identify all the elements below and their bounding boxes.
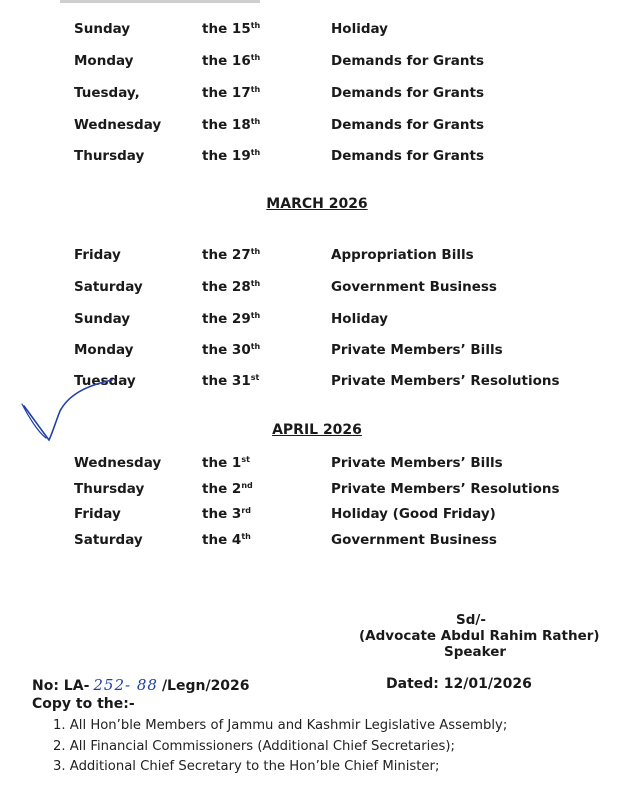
business-cell: Demands for Grants bbox=[331, 85, 485, 101]
reference-suffix: /Legn/2026 bbox=[161, 678, 250, 694]
date-cell: the 17th bbox=[202, 85, 261, 101]
list-item: 1. All Hon’ble Members of Jammu and Kashmir Legislative Assembly; bbox=[53, 718, 508, 733]
month-heading-april: APRIL 2026 bbox=[272, 422, 362, 438]
day-cell: Sunday bbox=[74, 21, 131, 37]
date-cell: the 16th bbox=[202, 53, 261, 69]
signatory-designation: Speaker bbox=[444, 644, 507, 660]
schedule-row bbox=[0, 244, 634, 266]
list-item: 3. Additional Chief Secretary to the Hon’ble Chief Minister; bbox=[53, 759, 440, 774]
day-cell: Saturday bbox=[74, 532, 143, 548]
date-cell: the 31st bbox=[202, 373, 260, 389]
schedule-row bbox=[0, 339, 634, 361]
business-cell: Demands for Grants bbox=[331, 53, 485, 69]
day-cell: Tuesday bbox=[74, 373, 136, 389]
date-cell: the 27th bbox=[202, 247, 261, 263]
date-cell: the 1st bbox=[202, 455, 250, 471]
reference-prefix: No: LA- bbox=[32, 678, 90, 694]
date-cell: the 3rd bbox=[202, 506, 251, 522]
signature-sd: Sd/- bbox=[456, 612, 486, 628]
schedule-row bbox=[0, 18, 634, 40]
schedule-row bbox=[0, 452, 634, 474]
signatory-name: (Advocate Abdul Rahim Rather) bbox=[359, 628, 600, 644]
day-cell: Thursday bbox=[74, 481, 145, 497]
handwritten-number: 252- 88 bbox=[93, 676, 158, 694]
date-cell: the 4th bbox=[202, 532, 251, 548]
schedule-row bbox=[0, 276, 634, 298]
day-cell: Wednesday bbox=[74, 117, 162, 133]
business-cell: Demands for Grants bbox=[331, 117, 485, 133]
schedule-row bbox=[0, 145, 634, 167]
business-cell: Private Members’ Bills bbox=[331, 342, 503, 358]
day-cell: Saturday bbox=[74, 279, 143, 295]
list-item: 2. All Financial Commissioners (Additional Chief Secretaries); bbox=[53, 739, 455, 754]
business-cell: Government Business bbox=[331, 532, 497, 548]
date-cell: the 19th bbox=[202, 148, 261, 164]
business-cell: Private Members’ Bills bbox=[331, 455, 503, 471]
scan-edge-mark bbox=[60, 0, 260, 3]
date-cell: the 28th bbox=[202, 279, 261, 295]
schedule-row bbox=[0, 114, 634, 136]
date-cell: the 18th bbox=[202, 117, 261, 133]
schedule-row bbox=[0, 308, 634, 330]
date-cell: the 2nd bbox=[202, 481, 253, 497]
copy-to-label: Copy to the:- bbox=[32, 696, 135, 712]
date-cell: the 30th bbox=[202, 342, 261, 358]
day-cell: Monday bbox=[74, 53, 134, 69]
schedule-row bbox=[0, 503, 634, 525]
business-cell: Holiday bbox=[331, 311, 388, 327]
business-cell: Demands for Grants bbox=[331, 148, 485, 164]
date-cell: the 15th bbox=[202, 21, 261, 37]
schedule-row bbox=[0, 50, 634, 72]
schedule-row bbox=[0, 529, 634, 551]
business-cell: Holiday (Good Friday) bbox=[331, 506, 496, 522]
business-cell: Private Members’ Resolutions bbox=[331, 481, 560, 497]
day-cell: Friday bbox=[74, 247, 121, 263]
day-cell: Monday bbox=[74, 342, 134, 358]
day-cell: Friday bbox=[74, 506, 121, 522]
day-cell: Thursday bbox=[74, 148, 145, 164]
handwritten-tick-mark bbox=[16, 376, 126, 456]
dated-line: Dated: 12/01/2026 bbox=[386, 676, 532, 692]
date-cell: the 29th bbox=[202, 311, 261, 327]
business-cell: Holiday bbox=[331, 21, 388, 37]
business-cell: Government Business bbox=[331, 279, 497, 295]
business-cell: Private Members’ Resolutions bbox=[331, 373, 560, 389]
day-cell: Tuesday, bbox=[74, 85, 140, 101]
month-heading-march: MARCH 2026 bbox=[266, 196, 368, 212]
day-cell: Sunday bbox=[74, 311, 131, 327]
business-cell: Appropriation Bills bbox=[331, 247, 474, 263]
day-cell: Wednesday bbox=[74, 455, 162, 471]
schedule-row bbox=[0, 478, 634, 500]
schedule-row bbox=[0, 82, 634, 104]
reference-number bbox=[32, 676, 250, 694]
